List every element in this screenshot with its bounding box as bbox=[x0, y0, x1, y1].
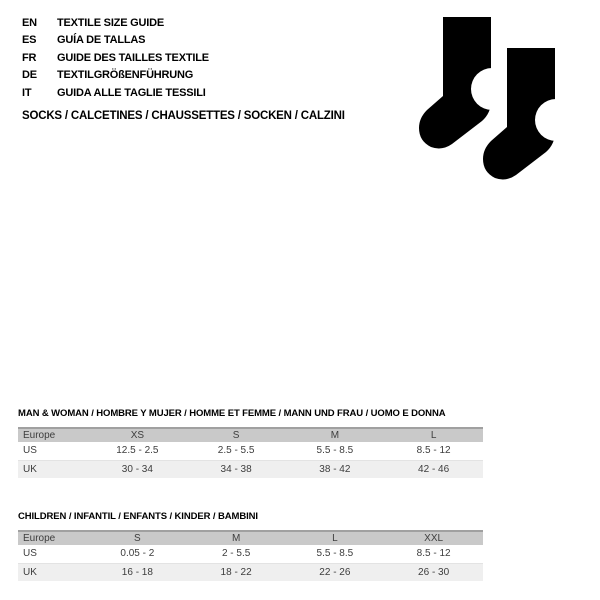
header-cell-size-s: S bbox=[232, 430, 240, 441]
size-value-cell: 34 - 38 bbox=[220, 463, 252, 475]
size-value-cell: 30 - 34 bbox=[121, 463, 153, 475]
language-code: IT bbox=[22, 86, 32, 99]
language-label: GUIDE DES TAILLES TEXTILE bbox=[57, 51, 209, 64]
language-row-es bbox=[22, 32, 209, 50]
man-woman-table-title: MAN & WOMAN / HOMBRE Y MUJER / HOMME ET FEMME / MANN UND FRAU / UOMO E DONNA bbox=[18, 408, 446, 419]
language-list bbox=[22, 14, 209, 102]
header-cell-region: Europe bbox=[23, 430, 56, 441]
size-value-cell: 22 - 26 bbox=[319, 566, 351, 578]
size-value-cell: 8.5 - 12 bbox=[384, 545, 483, 563]
table-row-uk bbox=[18, 563, 483, 581]
row-label-cell: UK bbox=[23, 463, 37, 475]
size-value-cell: 2.5 - 5.5 bbox=[187, 442, 286, 460]
size-value-cell: 2 - 5.5 bbox=[187, 545, 286, 563]
size-value-cell: 38 - 42 bbox=[319, 463, 351, 475]
table-header-row bbox=[18, 428, 483, 442]
header-cell-size-s: S bbox=[134, 533, 141, 544]
children-table-title: CHILDREN / INFANTIL / ENFANTS / KINDER / BAMBINI bbox=[18, 511, 258, 522]
size-value-cell: 0.05 - 2 bbox=[88, 545, 187, 563]
size-value-cell: 12.5 - 2.5 bbox=[88, 442, 187, 460]
category-heading: SOCKS / CALCETINES / CHAUSSETTES / SOCKEN / CALZINI bbox=[22, 110, 345, 122]
sock-front-heel-cutout bbox=[535, 99, 577, 141]
language-row-it bbox=[22, 84, 209, 102]
header-cell-size-l: L bbox=[430, 430, 437, 441]
language-code: EN bbox=[22, 16, 37, 29]
table-row-us bbox=[18, 545, 483, 563]
language-label: GUÍA DE TALLAS bbox=[57, 34, 146, 47]
header-cell-region: Europe bbox=[23, 533, 56, 544]
size-value-cell: 42 - 46 bbox=[418, 463, 450, 475]
row-label-cell: US bbox=[18, 545, 88, 563]
size-value-cell: 18 - 22 bbox=[220, 566, 252, 578]
header-cell-size-xs: XS bbox=[130, 430, 145, 441]
header-cell-size-xxl: XXL bbox=[424, 533, 444, 544]
language-label: TEXTILGRÖßENFÜHRUNG bbox=[57, 69, 194, 82]
table-row-uk bbox=[18, 460, 483, 478]
language-row-en bbox=[22, 14, 209, 32]
size-value-cell: 16 - 18 bbox=[121, 566, 153, 578]
size-value-cell: 8.5 - 12 bbox=[384, 442, 483, 460]
socks-icon bbox=[410, 17, 590, 189]
language-code: ES bbox=[22, 34, 37, 47]
language-row-de bbox=[22, 67, 209, 85]
man-woman-size-table bbox=[18, 427, 483, 478]
size-value-cell: 5.5 - 8.5 bbox=[286, 545, 385, 563]
children-size-table bbox=[18, 530, 483, 581]
language-row-fr bbox=[22, 49, 209, 67]
size-value-cell: 26 - 30 bbox=[418, 566, 450, 578]
children-size-section bbox=[18, 511, 483, 581]
header-cell-size-l: L bbox=[332, 533, 338, 544]
table-header-row bbox=[18, 531, 483, 545]
language-label: TEXTILE SIZE GUIDE bbox=[57, 16, 165, 29]
header-cell-size-m: M bbox=[231, 533, 241, 544]
header-cell-size-m: M bbox=[330, 430, 340, 441]
language-label: GUIDA ALLE TAGLIE TESSILI bbox=[57, 86, 206, 99]
language-code: FR bbox=[22, 51, 37, 64]
man-woman-size-section bbox=[18, 408, 483, 478]
size-value-cell: 5.5 - 8.5 bbox=[286, 442, 385, 460]
language-code: DE bbox=[22, 69, 37, 82]
table-row-us bbox=[18, 442, 483, 460]
row-label-cell: US bbox=[18, 442, 88, 460]
row-label-cell: UK bbox=[23, 566, 37, 578]
